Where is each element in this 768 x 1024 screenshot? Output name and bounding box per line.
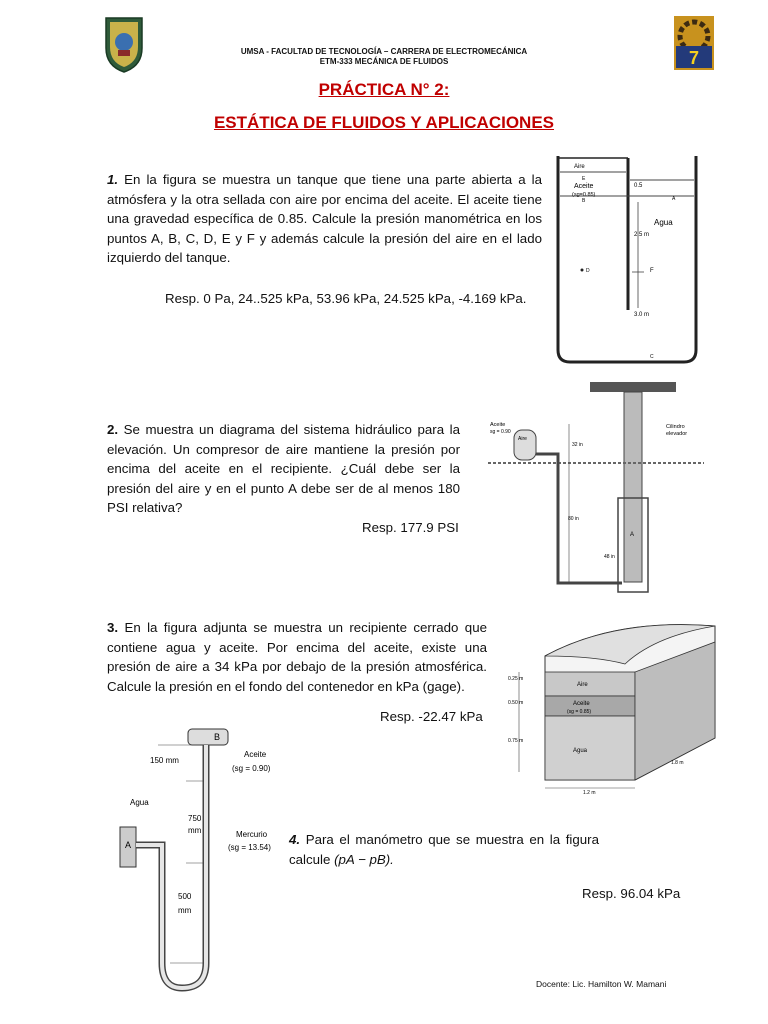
fig1-point-b: B (582, 198, 586, 204)
fig1-dim-3: 3.0 m (634, 312, 650, 318)
fig4-dim-3b: mm (178, 906, 192, 915)
fig4-sg1-label: (sg = 0.90) (232, 764, 271, 773)
fig2-dim-1: 32 in (572, 442, 583, 448)
fig3-water-label: Agua (573, 748, 588, 754)
fig1-dim-1: 0.5 (634, 183, 643, 189)
header-line-2: ETM-333 MECÁNICA DE FLUIDOS (319, 57, 449, 66)
fig2-cylinder-label-2: elevador (666, 431, 688, 437)
fig4-dim-3a: 500 (178, 892, 192, 901)
fig3-dim-3: 0.75 m (508, 738, 524, 744)
problem-3-number: 3. (107, 620, 119, 635)
practice-title: PRÁCTICA N° 2: (318, 80, 450, 99)
fig1-point-c: C (650, 354, 654, 360)
problem-3-answer: Resp. -22.47 kPa (380, 709, 483, 724)
fig2-dim-3: 48 in (604, 554, 615, 560)
figure-2-hydraulic-lift (472, 378, 708, 606)
fig4-mercury-label: Mercurio (236, 830, 268, 839)
problem-2-statement: Se muestra un diagrama del sistema hidráulico para la elevación. Un compresor de aire mantiene la presión por encima del aceite en el recipiente. ¿Cuál debe ser la presión del aire y en el punto A debe ser de al menos 180 PSI relativa? (107, 422, 460, 515)
problem-3-statement: En la figura adjunta se muestra un recipiente cerrado que contiene agua y aceite. Por encima del aceite, existe una presión de aire a 34 kPa por debajo de la presión atmosférica. Calcule la presión en el fondo del contenedor en kPa (gage). (107, 620, 487, 694)
header-line-1: UMSA - FACULTAD DE TECNOLOGÍA – CARRERA DE ELECTROMECÁNICA (240, 47, 528, 56)
problem-3-text (107, 618, 487, 696)
fig1-sg-label: (sg=0.85) (572, 192, 596, 198)
problem-4-formula: (pA − pB). (334, 851, 394, 867)
fig3-dim-1: 0.25 m (508, 676, 524, 682)
problem-4-text (289, 830, 599, 869)
figure-1-tank (552, 150, 702, 368)
problem-4-statement: Para el manómetro que se muestra en la figura calcule (289, 832, 599, 867)
fig2-cylinder-label-1: Cilindro (666, 424, 685, 430)
fig4-sg2-label: (sg = 13.54) (228, 843, 271, 852)
fig2-oil-label: Aceite (490, 422, 506, 428)
fig1-dim-2: 2.5 m (634, 232, 650, 238)
fig1-point-f: F (650, 268, 654, 274)
problem-1-number: 1. (107, 172, 119, 187)
fig2-sg-label: sg = 0.90 (490, 429, 511, 435)
problem-2-answer: Resp. 177.9 PSI (362, 520, 459, 535)
fig3-dim-2: 0.50 m (508, 700, 524, 706)
fig4-point-b: B (214, 732, 221, 742)
practice-subtitle: ESTÁTICA DE FLUIDOS Y APLICACIONES (213, 113, 555, 132)
fig1-point-d: D (586, 268, 590, 274)
fig4-oil-label: Aceite (244, 750, 267, 759)
page-header (0, 47, 768, 67)
fig1-oil-label: Aceite (574, 183, 594, 190)
fig3-dim-width: 1.2 m (583, 790, 596, 796)
problem-2-number: 2. (107, 422, 119, 437)
fig2-air-label: Aire (518, 436, 527, 442)
footer-teacher: Docente: Lic. Hamilton W. Mamani (536, 979, 667, 989)
problem-4-number: 4. (289, 832, 301, 847)
fig3-sg-label: (sg = 0.85) (567, 709, 592, 715)
problem-1-answer: Resp. 0 Pa, 24..525 kPa, 53.96 kPa, 24.525 kPa, -4.169 kPa. (165, 291, 527, 306)
problem-1-statement: En la figura se muestra un tanque que tiene una parte abierta a la atmósfera y la otra sellada con aire por encima del aceite. El aceite tiene una gravedad específica de 0.85. Calcule la presión manométrica en los puntos A, B, C, D, E y F y además calcule la presión del aire en el lado izquierdo del tanque. (107, 172, 542, 265)
problem-4-answer: Resp. 96.04 kPa (582, 886, 681, 901)
fig4-dim-1: 150 mm (150, 756, 179, 765)
fig1-air-label: Aire (574, 164, 585, 170)
fig2-point-a: A (630, 532, 635, 538)
fig1-water-label: Agua (654, 218, 673, 227)
fig3-oil-label: Aceite (573, 701, 590, 707)
fig3-air-label: Aire (577, 682, 588, 688)
fig4-water-label: Agua (130, 798, 149, 807)
fig4-dim-2b: mm (188, 826, 202, 835)
figure-4-manometer (100, 723, 290, 995)
fig2-dim-2: 80 in (568, 516, 579, 522)
fig1-point-e: E (582, 176, 586, 182)
fig1-point-a: A (672, 196, 676, 202)
fig4-dim-2a: 750 (188, 814, 202, 823)
svg-text:7: 7 (688, 48, 700, 68)
fig3-dim-length: 1.8 m (671, 760, 684, 766)
problem-1-text (107, 170, 542, 268)
figure-3-closed-tank (495, 612, 721, 796)
fig4-point-a: A (124, 840, 132, 850)
problem-2-text (107, 420, 460, 518)
